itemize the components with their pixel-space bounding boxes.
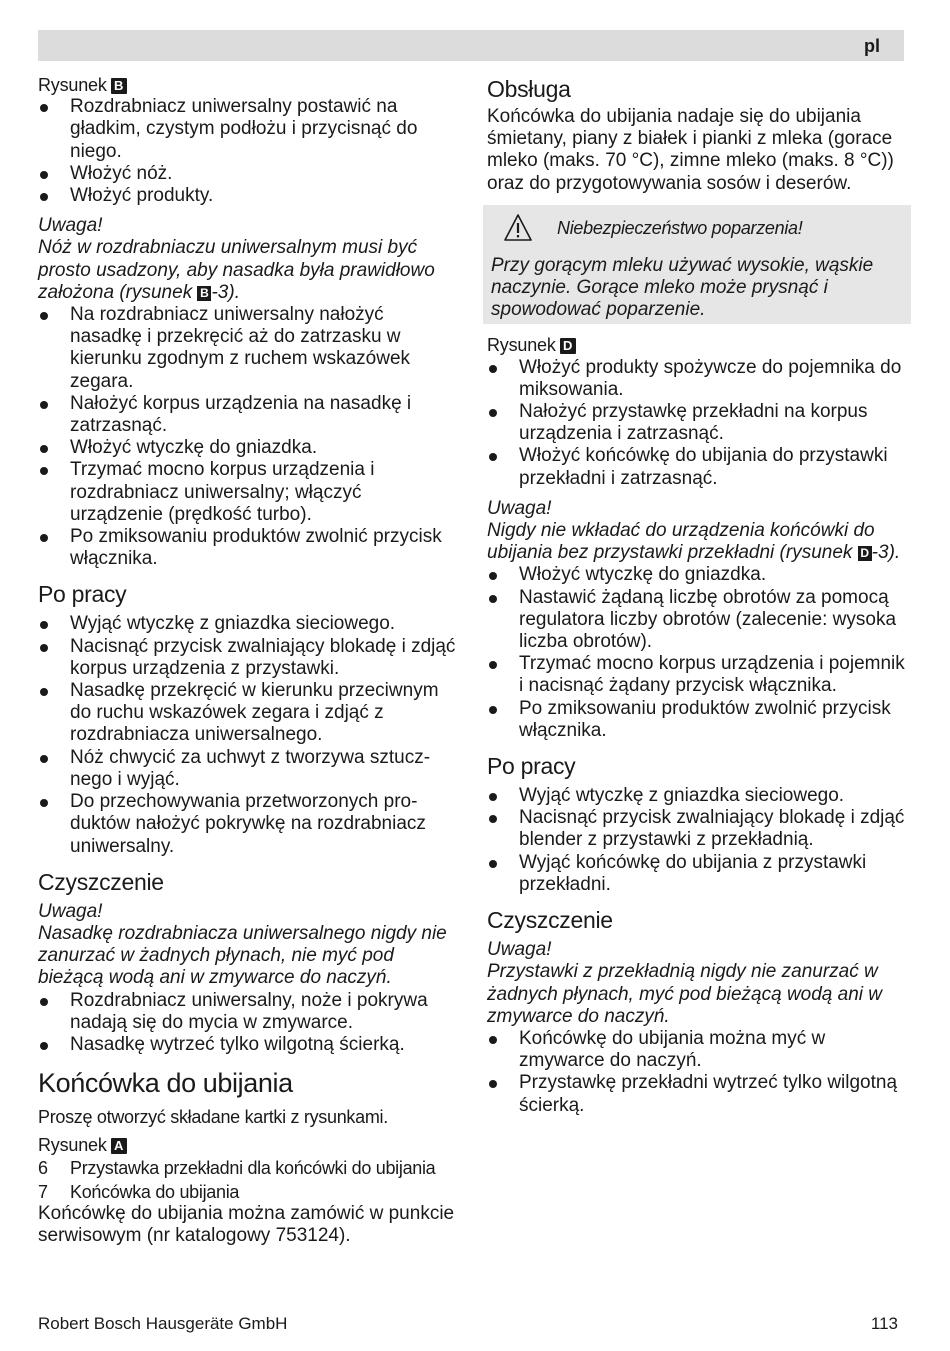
warning-text: Nóż w rozdrabniaczu uniwersalnym musi być prosto usadzony, aby nasadka była prawidłowo założona (rysunek B -3). — [38, 237, 435, 303]
chapter-title: Końcówka do ubijania — [38, 1068, 293, 1099]
warning-text: Nasadkę rozdrabniacza uniwersalnego nigdy nie zanurzać w żadnych płynach, nie myć pod bieżącą wodą ani w zmywarce do naczyń. — [38, 922, 447, 989]
language-code: pl — [864, 36, 880, 56]
list-item: Nacisnąć przycisk zwalniający blokadę i zdjąć blender z przystawki z przekładnią. — [487, 807, 907, 851]
bullet-icon — [40, 467, 48, 475]
warning-text: Przystawki z przekładnią nigdy nie zanurzać w żadnych płynach, myć pod bieżącą wodą ani w zmywarce do naczyń. — [487, 961, 883, 1027]
list-item: Trzymać mocno korpus urządzenia i pojemnik i nacisnąć żądany przycisk włącznika. — [487, 653, 907, 697]
footer-company: Robert Bosch Hausgeräte GmbH — [38, 1314, 288, 1333]
figure-badge: D — [858, 546, 872, 561]
steps-list-4 — [38, 990, 458, 1057]
figure-badge: B — [197, 286, 211, 301]
bullet-icon — [40, 445, 48, 453]
list-item: Po zmiksowaniu produktów zwolnić przycisk włącznika. — [487, 698, 907, 742]
section-heading-after-use: Po pracy — [487, 753, 576, 780]
right-column — [487, 76, 907, 1117]
warning-title: Uwaga! — [487, 939, 552, 961]
list-item: Włożyć wtyczkę do gniazdka. — [38, 437, 458, 459]
left-column — [38, 72, 458, 1247]
bullet-icon — [40, 644, 48, 652]
list-item: Włożyć końcówkę do ubijania do przystawki przekładni i zatrzasnąć. — [487, 445, 907, 489]
warning-title: Uwaga! — [38, 215, 103, 237]
steps-list-1 — [38, 96, 458, 207]
bullet-icon — [40, 621, 48, 629]
bullet-icon — [489, 706, 497, 714]
warning-text: Nigdy nie wkładać do urządzenia końcówki do ubijania bez przystawki przekładni (rysunek D -3). — [487, 520, 901, 564]
list-item: Wyjąć końcówkę do ubijania z przystawki przekładni. — [487, 852, 907, 896]
section-heading-after-use: Po pracy — [38, 581, 127, 608]
bullet-icon — [489, 793, 497, 801]
bullet-icon — [489, 1036, 497, 1044]
warning-triangle-icon — [503, 213, 533, 243]
figure-ref-b: Rysunek B — [38, 74, 458, 96]
list-item: Włożyć wtyczkę do gniazdka. — [487, 564, 907, 586]
steps-list-1 — [487, 357, 907, 490]
list-item: Nasadkę przekręcić w kierunku przeciwnym do ruchu wskazówek zegara i zdjąć z rozdrabniacza uniwersalnego. — [38, 680, 458, 747]
order-info: Końcówkę do ubijania można zamówić w punkcie serwisowym (nr katalogowy 753124). — [38, 1202, 455, 1247]
bullet-icon — [489, 572, 497, 580]
parts-item: 6 Przystawka przekładni dla końcówki do ubijania — [38, 1157, 436, 1178]
figure-ref-a: Rysunek A — [38, 1134, 458, 1156]
figure-badge: A — [111, 1138, 127, 1154]
list-item: Wyjąć wtyczkę z gniazdka sieciowego. — [487, 785, 907, 807]
list-item: Nałożyć przystawkę przekładni na korpus urządzenia i zatrzasnąć. — [487, 401, 907, 445]
bullet-icon — [40, 401, 48, 409]
section-heading-cleaning: Czyszczenie — [38, 868, 164, 895]
steps-list-4 — [487, 1028, 907, 1117]
list-item: Nałożyć korpus urządzenia na nasadkę i zatrzasnąć. — [38, 393, 458, 437]
steps-list-2 — [487, 564, 907, 742]
bullet-icon — [489, 860, 497, 868]
bullet-icon — [40, 799, 48, 807]
bullet-icon — [489, 409, 497, 417]
section-heading-cleaning: Czyszczenie — [487, 907, 613, 934]
steps-list-3 — [487, 785, 907, 896]
steps-list-3 — [38, 613, 458, 857]
list-item: Na rozdrabniacz uniwersalny nałożyć nasadkę i przekręcić aż do zatrzasku w kierunku zgodnym z ruchem wskazówek zegara. — [38, 304, 458, 393]
parts-item: 7 Końcówka do ubijania — [38, 1181, 240, 1202]
danger-title: Niebezpieczeństwo poparzenia! — [491, 213, 903, 243]
danger-text: Przy gorącym mleku używać wysokie, wąskie naczynie. Gorące mleko może prysnąć i spowodować poparzenie. — [491, 254, 874, 321]
list-item: Trzymać mocno korpus urządzenia i rozdrabniacz uniwersalny; włączyć urządzenie (prędkość turbo). — [38, 459, 458, 526]
list-item: Włożyć nóż. — [38, 163, 458, 185]
fold-out-note: Proszę otworzyć składane kartki z rysunkami. — [38, 1107, 388, 1128]
bullet-icon — [40, 104, 48, 112]
list-item: Nastawić żądaną liczbę obrotów za pomocą regulatora liczby obrotów (zalecenie: wysoka liczba obrotów). — [487, 587, 907, 654]
list-item: Po zmiksowaniu produktów zwolnić przycisk włącznika. — [38, 526, 458, 570]
page-number: 113 — [870, 1314, 898, 1333]
list-item: Włożyć produkty spożywcze do pojemnika do miksowania. — [487, 357, 907, 401]
steps-list-2 — [38, 304, 458, 570]
list-item: Końcówkę do ubijania można myć w zmywarce do naczyń. — [487, 1028, 907, 1072]
bullet-icon — [489, 595, 497, 603]
warning-title: Uwaga! — [487, 497, 552, 519]
bullet-icon — [40, 534, 48, 542]
bullet-icon — [40, 1042, 48, 1050]
list-item: Rozdrabniacz uniwersalny, noże i pokrywa nadają się do mycia w zmywarce. — [38, 990, 458, 1034]
list-item: Włożyć produkty. — [38, 185, 458, 207]
list-item: Nacisnąć przycisk zwalniający blokadę i zdjąć korpus urządzenia z przystawki. — [38, 636, 458, 680]
operation-text: Końcówka do ubijania nadaje się do ubijania śmietany, piany z białek i pianki z mleka (gorace mleko (maks. 70 °C), zimne mleko (maks. 8 °C)) oraz do przygotowywania sosów i deserów. — [487, 106, 894, 194]
bullet-icon — [489, 365, 497, 373]
bullet-icon — [40, 312, 48, 320]
section-heading-operation: Obsługa — [487, 76, 571, 102]
list-item: Nasadkę wytrzeć tylko wilgotną ścierką. — [38, 1034, 458, 1056]
figure-badge: B — [111, 78, 127, 94]
header-bar — [38, 30, 904, 61]
list-item: Nóż chwycić za uchwyt z tworzywa sztucznego i wyjąć. — [38, 747, 458, 791]
warning-title: Uwaga! — [38, 900, 103, 922]
bullet-icon — [489, 661, 497, 669]
list-item: Wyjąć wtyczkę z gniazdka sieciowego. — [38, 613, 458, 635]
list-item: Rozdrabniacz uniwersalny postawić na gładkim, czystym podłożu i przycisnąć do niego. — [38, 96, 458, 163]
figure-badge: D — [560, 338, 576, 354]
figure-ref-d: Rysunek D — [487, 334, 907, 356]
bullet-icon — [489, 453, 497, 461]
bullet-icon — [489, 815, 497, 823]
list-item: Do przechowywania przetworzonych produktów nałożyć pokrywkę na rozdrabniacz uniwersalny. — [38, 791, 458, 858]
bullet-icon — [489, 1080, 497, 1088]
list-item: Przystawkę przekładni wytrzeć tylko wilgotną ścierką. — [487, 1072, 907, 1116]
bullet-icon — [40, 998, 48, 1006]
bullet-icon — [40, 755, 48, 763]
bullet-icon — [40, 171, 48, 179]
bullet-icon — [40, 193, 48, 201]
danger-box — [483, 205, 911, 325]
bullet-icon — [40, 688, 48, 696]
